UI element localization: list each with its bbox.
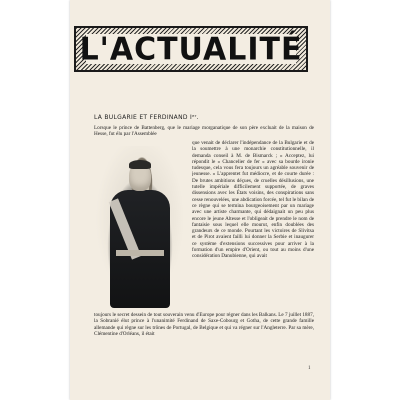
magazine-page: [70, 0, 330, 400]
article-right-column: que venait de déclarer l'indépendance de la Bulgarie et de la soumettre à une monarchie constitutionnelle, il demanda conseil à M. de Bismarck ; « Acceptez, lui répondit le « Chancelier de fer » avec sa bourde ironie tudesque, cela vous fera toujours un agréable souvenir de jeunesse. » L'apprentet fut médiocre, et de courte durée : De brutes ambitions déçues, de cruelles désillusions, une tutelle impériale difficilement supportée, de graves dissensions avec les États voisins, des conspirations sans cesse renouvelées, une abdication forcée, tel fut le bilan de ce règne qui se termina bourgeoisement par un mariage avec une artiste charmante, qui dédaignait un peu plus encore le jeune Altesse et l'obligeait de prendre le nom de fantaisie sous lequel elle mourut, enfin doublées des grandeurs de ce monde. Pourtant les victoires de Slivitsa et de Pirot avaient failli lui donner la Serbie et inaugurer ce système d'extensions successives pour arriver à la formation d'un empire d'Orient, ou tout au moins d'une considération Danubienne, qui avait: [192, 140, 314, 260]
portrait-belt: [116, 250, 164, 256]
page-number: 1: [308, 366, 311, 371]
masthead-banner: [74, 26, 308, 72]
portrait-hair: [129, 160, 151, 169]
article-intro-paragraph: Lorsque le prince de Battenberg, que le mariage morganatique de son père excluait de la maison de Hesse, fut élu par l'Assemblée: [94, 125, 314, 138]
article-bottom-paragraph: toujours le secret dessein de tout souverain venu d'Europe pour régner dans les Balkans. Le 7 juillet 1887, la Sobranié élut prince à l'unanimité Ferdinand de Saxe-Cobourg et Gotha, de cette grande famille allemande qui règne sur les trônes de Portugal, de Belgique et qui va régner sur l'Angleterre. Par sa mère, Clémentine d'Orléans, il était: [94, 312, 314, 337]
masthead-title: L'ACTUALITÉ: [79, 30, 303, 68]
portrait-photo-ferdinand: [92, 146, 188, 308]
masthead-panel: [79, 30, 303, 68]
article-heading: LA BULGARIE ET FERDINAND Iᵉʳ.: [94, 114, 199, 121]
